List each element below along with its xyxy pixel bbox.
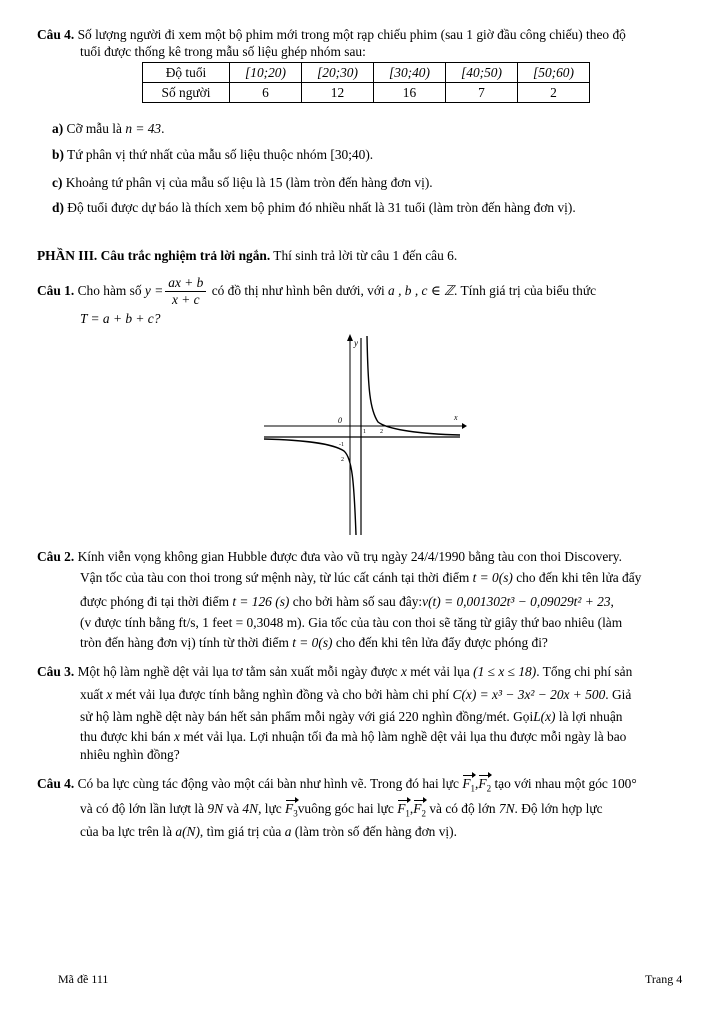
tick-label-2: 2 [380, 429, 383, 435]
tick-label-neg2: 2 [341, 457, 344, 463]
fraction: $\frac{ax + b}{x + c}$ [165, 275, 206, 308]
table-cell: [30;40) [374, 63, 446, 83]
q1-line1: Câu 1. Cho hàm số y = $\frac{ax + b}{x + c}$ có đồ thị như hình bên dưới, với a , b , c ∈ ℤ. Tính giá trị của biểu thức [37, 275, 597, 308]
table-row [143, 83, 590, 103]
table-cell: [40;50) [446, 63, 518, 83]
exam-code: Mã đề 111 [58, 972, 109, 986]
table-cell: [10;20) [230, 63, 302, 83]
tick-label-1: 1 [363, 429, 366, 435]
q3-line5: nhiêu nghìn đồng? [80, 747, 180, 762]
part3-heading: PHẦN III. Câu trắc nghiệm trả lời ngắn. Thí sinh trả lời từ câu 1 đến câu 6. [37, 248, 458, 263]
graph-branch-right [367, 336, 460, 435]
q4-stats-line1: Câu 4. Số lượng người đi xem một bộ phim mới trong một rạp chiếu phim (sau 1 giờ đầu công chiếu) theo độ [37, 27, 626, 42]
q2-line1: Câu 2. Kính viễn vọng không gian Hubble được đưa vào vũ trụ ngày 24/4/1990 bằng tàu con thoi Discovery. [37, 549, 622, 564]
x-axis-label: x [454, 413, 458, 422]
table-cell: 7 [446, 83, 518, 103]
q4-force-line1: Câu 4. Có ba lực cùng tác động vào một cái bàn như hình vẽ. Trong đó hai lực $F_1,F_2$ tạo với nhau một góc 100° [37, 775, 637, 798]
y-axis-label: y [354, 338, 358, 348]
origin-label: 0 [338, 416, 342, 425]
page-number: Trang 4 [645, 972, 683, 986]
q3-line2: xuất x mét vải lụa được tính bằng nghìn đồng và cho bởi hàm chi phí C(x) = x³ − 3x² − 20x + 500. Giả [80, 687, 632, 702]
vector-f3: $F_3$ [285, 800, 298, 823]
q2-line5: tròn đến hàng đơn vị) tính từ thời điểm t = 0(s) cho đến khi tên lửa đẩy được phóng đi? [80, 635, 548, 650]
vector-f2: $F_2$ [413, 800, 426, 823]
vector-f1: $F_1$ [397, 800, 410, 823]
table-cell: 12 [302, 83, 374, 103]
q4-force-line3: của ba lực trên là a(N), tìm giá trị của a (làm tròn số đến hàng đơn vị). [80, 824, 457, 839]
y-axis-arrow [347, 334, 353, 341]
statement-b: b) Tứ phân vị thứ nhất của mẫu số liệu thuộc nhóm [30;40). [52, 147, 374, 162]
x-axis-arrow [462, 423, 467, 429]
table-header-cell: Độ tuổi [143, 63, 230, 83]
graph-branch-left [264, 439, 356, 535]
q2-line3: được phóng đi tại thời điểm t = 126 (s) cho bởi hàm số sau đây:v(t) = 0,001302t³ − 0,09029t² + 23, [80, 594, 614, 609]
statement-a: a) Cỡ mẫu là n = 43. [52, 121, 165, 136]
frequency-table [142, 62, 590, 103]
vector-f2: $F_2$ [478, 775, 491, 798]
vector-f1: $F_1$ [462, 775, 475, 798]
statement-d: d) Độ tuổi được dự báo là thích xem bộ phim đó nhiều nhất là 31 tuổi (làm tròn đến hàng đơn vị). [52, 200, 576, 215]
table-header-cell: Số người [143, 83, 230, 103]
q2-line2: Vận tốc của tàu con thoi trong sứ mệnh này, từ lúc cất cánh tại thời điểm t = 0(s) cho đến khi tên lửa đẩy [80, 570, 642, 585]
tick-label-neg1: -1 [339, 442, 344, 448]
q1-line2: T = a + b + c? [80, 311, 161, 326]
table-cell: [20;30) [302, 63, 374, 83]
table-cell: 6 [230, 83, 302, 103]
table-row [143, 63, 590, 83]
function-graph [262, 330, 467, 540]
q3-line3: sử hộ làm nghề dệt này bán hết sản phẩm mỗi ngày với giá 220 nghìn đồng/mét. GọiL(x) là lợi nhuận [80, 709, 623, 724]
table-cell: 16 [374, 83, 446, 103]
q3-line4: thu được khi bán x mét vải lụa. Lợi nhuận tối đa mà hộ làm nghề dệt vải lụa thu được mỗi ngày là bao [80, 729, 627, 744]
q4-stats-line2: tuổi được thống kê trong mẫu số liệu ghép nhóm sau: [80, 44, 366, 59]
q2-line4: (v được tính bằng ft/s, 1 feet = 0,3048 m). Gia tốc của tàu con thoi sẽ tăng từ giây thứ bao nhiêu (làm [80, 615, 623, 630]
table-cell: [50;60) [518, 63, 590, 83]
q4-force-line2: và có độ lớn lần lượt là 9N và 4N, lực $F_3vuông$ góc hai lực $F_1,F_2$ và có độ lớn 7N. Độ lớn hợp lực [80, 800, 603, 823]
q3-line1: Câu 3. Một hộ làm nghề dệt vải lụa tơ tằm sản xuất mỗi ngày được x mét vải lụa (1 ≤ x ≤ 18). Tổng chi phí sản [37, 664, 633, 679]
table-cell: 2 [518, 83, 590, 103]
statement-c: c) Khoảng tứ phân vị của mẫu số liệu là 15 (làm tròn đến hàng đơn vị). [52, 175, 433, 190]
